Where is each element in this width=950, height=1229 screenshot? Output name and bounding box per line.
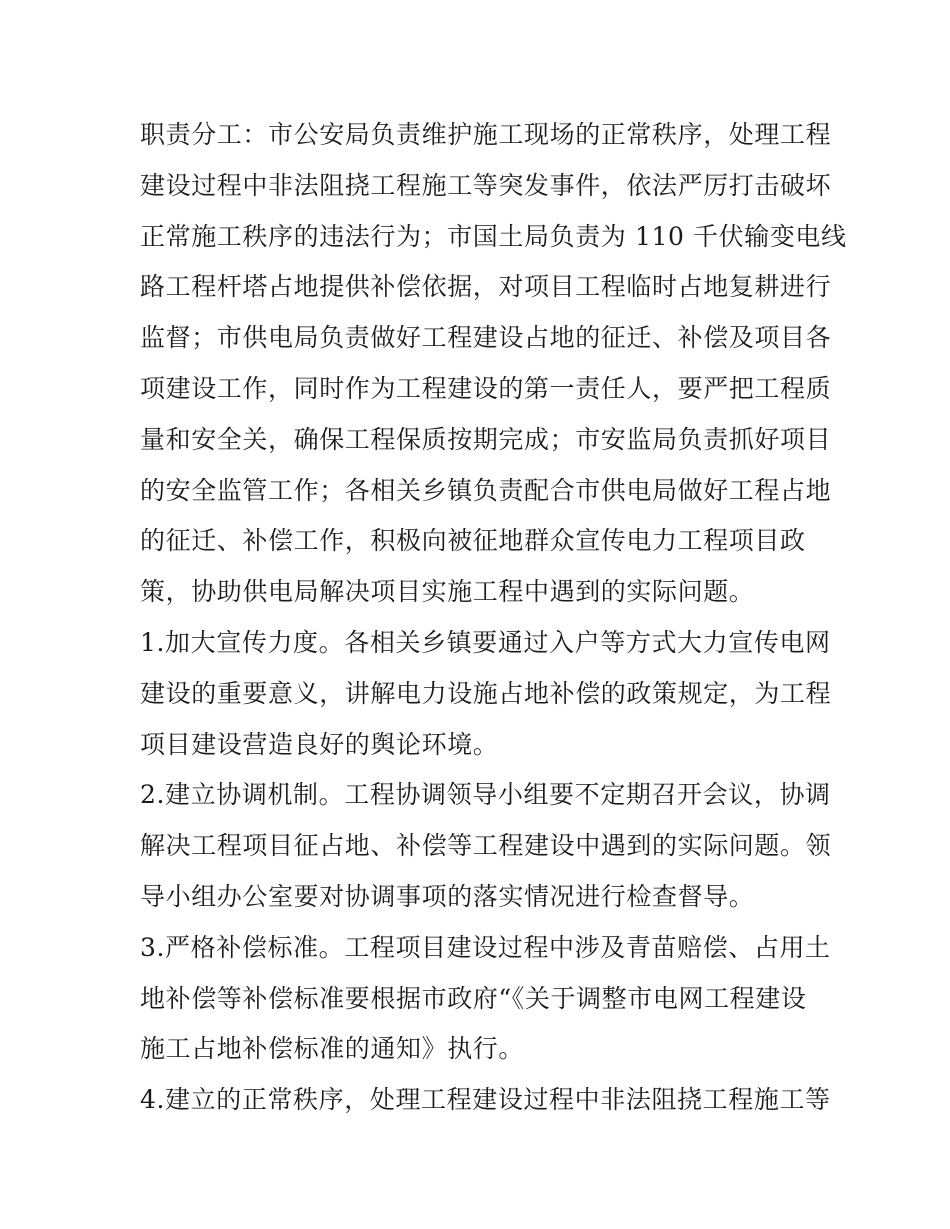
text-line: 量和安全关，确保工程保质按期完成；市安监局负责抓好项目 bbox=[140, 424, 832, 454]
text-line: 项目建设营造良好的舆论环境。 bbox=[140, 729, 499, 759]
text-line: 策，协助供电局解决项目实施工程中遇到的实际问题。 bbox=[140, 577, 755, 607]
list-item-2-line: 2.建立协调机制。工程协调领导小组要不定期召开会议，协调 bbox=[140, 780, 831, 810]
text-line: 的安全监管工作；各相关乡镇负责配合市供电局做好工程占地 bbox=[140, 475, 832, 505]
list-item-1-line: 1.加大宣传力度。各相关乡镇要通过入户等方式大力宣传电网 bbox=[140, 627, 831, 657]
text-line: 建设的重要意义，讲解电力设施占地补偿的政策规定，为工程 bbox=[140, 678, 832, 708]
text-line: 导小组办公室要对协调事项的落实情况进行检查督导。 bbox=[140, 881, 755, 911]
text-line: 建设过程中非法阻挠工程施工等突发事件，依法严厉打击破坏 bbox=[140, 170, 832, 200]
text-line: 施工占地补偿标准的通知》执行。 bbox=[140, 1034, 525, 1064]
text-line: 正常施工秩序的违法行为；市国土局负责为 110 千伏输变电线 bbox=[140, 221, 847, 251]
text-line: 地补偿等补偿标准要根据市政府“《关于调整市电网工程建设 bbox=[140, 983, 807, 1013]
text-line: 的征迁、补偿工作，积极向被征地群众宣传电力工程项目政 bbox=[140, 526, 806, 556]
document-body bbox=[140, 110, 847, 1126]
text-line: 监督；市供电局负责做好工程建设占地的征迁、补偿及项目各 bbox=[140, 323, 832, 353]
list-item-3-line: 3.严格补偿标准。工程项目建设过程中涉及青苗赔偿、占用土 bbox=[140, 932, 831, 962]
list-item-4-line: 4.建立的正常秩序，处理工程建设过程中非法阻挠工程施工等 bbox=[140, 1085, 831, 1115]
text-line: 解决工程项目征占地、补偿等工程建设中遇到的实际问题。领 bbox=[140, 831, 832, 861]
text-line: 项建设工作，同时作为工程建设的第一责任人，要严把工程质 bbox=[140, 373, 832, 403]
text-line: 职责分工：市公安局负责维护施工现场的正常秩序，处理工程 bbox=[140, 120, 832, 149]
text-line: 路工程杆塔占地提供补偿依据，对项目工程临时占地复耕进行 bbox=[140, 272, 832, 302]
